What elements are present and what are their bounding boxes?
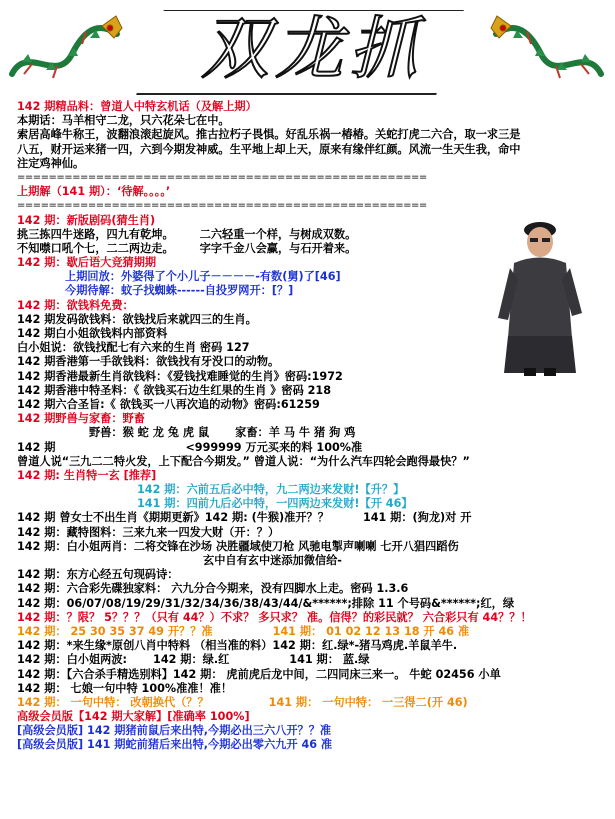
divider: ==================================================== — [17, 200, 427, 212]
section-heading: 142 期野兽与家畜：野畜 — [17, 412, 145, 426]
section-heading: 142 期: 生肖特一玄 [推荐] — [17, 468, 157, 482]
text-line: 142 期：白小姐两肖：二将交锋在沙场 决胜疆域使刀枪 风驰电掣声喇喇 七开八猖四蹈伤 — [17, 539, 459, 553]
text-line: 142 期香港第一手欲钱料：欲钱找有牙没口的动物。 — [17, 355, 280, 369]
poem-line: 不知噤口吼个七，二二两边走。 — [17, 241, 174, 255]
article-body — [17, 100, 607, 753]
text-line: 142 期：【六合杀手精选别料】142 期： 虎前虎后龙中间，二四同床三来一。 牛蛇 02456 小单 — [17, 667, 501, 681]
text-line: 142 期发码欲钱料：欲钱找后来就四三的生肖。 — [17, 312, 257, 326]
wave-current: 142 期：绿.红 — [153, 653, 230, 667]
wave-label: 142 期：白小姐两波: — [17, 653, 128, 667]
text-line: 八五，财开运来猪一四，六到今期发神威。生平地上却上天，原来有缘伴红颜。风流一生天生我，命中 — [17, 142, 521, 156]
text-line: 142 期： 七娘一句中特 100%准准！准！ — [17, 681, 233, 695]
text-line: 白小姐说：欲钱找配七有六来的生肖 密码 127 — [17, 341, 250, 355]
poem-line: 二六轻重一个样，与树成双数。 — [199, 227, 357, 241]
text-line: 142 期：06/07/08/19/29/31/32/34/36/38/43/44/&******;排除 11 个号码&******;红，绿 — [17, 596, 515, 610]
divider: ==================================================== — [17, 171, 427, 183]
text-line — [17, 441, 607, 455]
text-line — [17, 653, 607, 667]
page-title: 双龙抓 — [200, 10, 423, 89]
text-line: 本期话：马羊相守二龙，只六花朵七在中。 — [17, 114, 230, 128]
text-line — [17, 228, 607, 242]
text-line — [17, 625, 607, 639]
numbers-current: 142 期： 25 30 35 37 49 开？？准 — [17, 624, 213, 638]
text-line: 玄中自有玄中迷添加微信给- — [203, 554, 342, 567]
section-heading: 142 期精品料：曾道人中特玄机话（及解上期） — [17, 100, 257, 113]
text-line: 142 期：*来生缘*原创八肖中特料 （相当准的料）142 期：红.绿*-猪马鸡虎.羊鼠羊牛. — [17, 639, 458, 653]
text-line: 142 期香港中特圣料：《 欲钱买石边生红果的生肖 》密码 218 — [17, 383, 331, 397]
text-line: 142 期：六合彩先碟独家料： 六九分合今期来，没有四脚水上走。密码 1.3.6 — [17, 582, 409, 596]
wave-previous: 141 期： 蓝.绿 — [289, 653, 370, 667]
phrase-current: 142 期： 一句中特： 改朝换代（？？ — [17, 695, 209, 709]
section-heading: 142 期：新版剧码(猜生肖) — [17, 213, 156, 227]
text-line: 142 期白小姐欲钱料内部资料 — [17, 327, 168, 340]
tip-line: 142 期：六前五后必中特，九二两边来发财!【升？】 — [137, 483, 405, 497]
section-heading: 上期解（141 期）：‘待解。。。。’ — [17, 185, 171, 199]
section-heading: 142 期：歇后语大竞猜期期 — [17, 256, 157, 270]
text-line — [17, 696, 607, 710]
tip-right: 141 期：(狗龙)对 开 — [362, 511, 472, 525]
text-line: 142 期香港最新生肖欲钱料：《爱钱找难睡觉的生肖》密码:1972 — [17, 369, 343, 383]
price-line: <999999 万元买来的料 100%准 — [185, 440, 363, 454]
text-line — [17, 242, 607, 256]
dragon-icon — [483, 4, 611, 90]
wild-animals: 野兽：猴 蛇 龙 兔 虎 鼠 — [89, 426, 210, 440]
numbers-previous: 141 期： 01 02 12 13 18 开 46 准 — [272, 624, 470, 638]
tip-left: 142 期 曾女士不出生肖《期期更新》142 期: (牛猴)准开？？ — [17, 511, 329, 525]
member-line: [高级会员版] 142 期猪前鼠后来出特,今期必出三六八开？？准 — [17, 724, 332, 738]
warning-line: 142 期：？限？ 5？？？（只有 44？）不求？ 多只求？ 准。信得？的彩民就？ 六合彩只有 44？？！ — [17, 610, 532, 624]
text-line: 注定鸡神仙。 — [17, 156, 85, 170]
section-heading: 142 期：欲钱料免费： — [17, 298, 134, 312]
poem-line: 挑三拣四牛迷路，四九有乾坤。 — [17, 227, 174, 241]
text-line — [17, 511, 607, 525]
phrase-previous: 141 期： 一句中特： 一三得二(开 46) — [268, 695, 468, 709]
text-line — [17, 426, 607, 440]
text-line: 曾道人说“三九二二特火发，上下配合今期发。” 曾道人说：“为什么汽车四轮会跑得最快？” — [17, 454, 470, 468]
text-line: 142 期六合圣旨:《 欲钱买一八再次追的动物》密码:61259 — [17, 397, 320, 411]
text-line: 索居高峰牛称王，波翻浪滚起旋风。推古拉朽子畏惧。好乱乐祸一椿椿。关蛇打虎二六合，取一求三是 — [17, 128, 521, 142]
dragon-icon — [2, 4, 130, 90]
riddle-line: 今期待解：蚊子找蜘蛛------自投罗网开：[？] — [65, 284, 294, 298]
member-line: [高级会员版] 141 期蛇前猪后来出特,今期必出零六九开 46 准 — [17, 738, 333, 752]
tip-line: 141 期：四前九后必中特，一四两边来发财!【开 46】 — [137, 497, 413, 511]
poem-line: 字字千金八会赢，与石开着来。 — [199, 241, 357, 255]
issue-label: 142 期 — [17, 440, 56, 454]
text-line: 142 期：藏特图料：三来九来一四发大财（开：？） — [17, 525, 280, 539]
text-line: 142 期：东方心经五句现码诗： — [17, 568, 179, 582]
page-header — [0, 0, 615, 100]
domestic-animals: 家畜：羊 马 牛 猪 狗 鸡 — [235, 426, 356, 440]
riddle-line: 上期回放：外婆得了个小儿子－－－－-有数(舅)了[46] — [65, 270, 341, 284]
member-heading: 高级会员版【142 期大家解】[准确率 100%] — [17, 710, 250, 724]
